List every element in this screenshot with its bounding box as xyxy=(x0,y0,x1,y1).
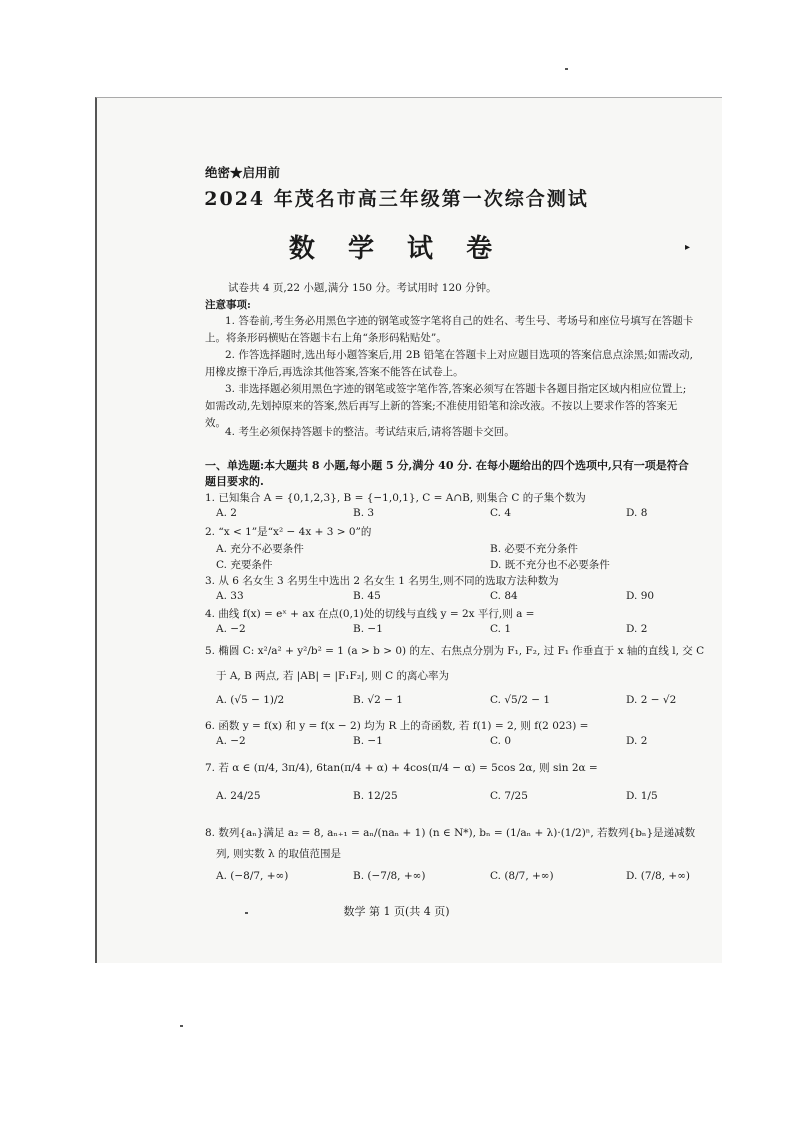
question-stem: 1. 已知集合 A = {0,1,2,3}, B = {−1,0,1}, C = A∩B, 则集合 C 的子集个数为 xyxy=(205,492,586,504)
option: D. 2 xyxy=(626,623,648,635)
option: B. 45 xyxy=(353,590,381,602)
option: D. (7/8, +∞) xyxy=(626,870,691,882)
note-item: 1. 答卷前,考生务必用黑色字迹的钢笔或签字笔将自己的姓名、考生号、考场号和座位号填写在答题卡上。将条形码横贴在答题卡右上角“条形码粘贴处”。 xyxy=(205,315,694,344)
option: B. (−7/8, +∞) xyxy=(353,870,426,882)
note-item: 2. 作答选择题时,选出每小题答案后,用 2B 铅笔在答题卡上对应题目选项的答案信息点涂黑;如需改动,用橡皮擦干净后,再选涂其他答案,答案不能答在试卷上。 xyxy=(205,349,693,378)
option: D. 2 − √2 xyxy=(626,694,677,706)
option: A. (√5 − 1)/2 xyxy=(216,694,285,706)
subject-title: 数 学 试 卷 xyxy=(288,234,505,264)
option: D. 既不充分也不必要条件 xyxy=(490,559,610,571)
option: C. √5/2 − 1 xyxy=(490,694,551,706)
scan-speck xyxy=(180,1025,183,1027)
question-stem: 6. 函数 y = f(x) 和 y = f(x − 2) 均为 R 上的奇函数, 若 f(1) = 2, 则 f(2 023) = xyxy=(205,720,589,732)
option: A. 充分不必要条件 xyxy=(216,543,304,555)
page-footer: 数学 第 1 页(共 4 页) xyxy=(343,905,450,918)
option: A. −2 xyxy=(216,735,246,747)
option: A. 33 xyxy=(216,590,244,602)
question-stem: 2. “x < 1”是“x² − 4x + 3 > 0”的 xyxy=(205,526,372,538)
option: D. 2 xyxy=(626,735,648,747)
note-item: 4. 考生必须保持答题卡的整洁。考试结束后,请将答题卡交回。 xyxy=(225,426,515,438)
scan-mark: ▸ xyxy=(685,242,691,253)
question-stem: 7. 若 α ∈ (π/4, 3π/4), 6tan(π/4 + α) + 4cos(π/4 − α) = 5cos 2α, 则 sin 2α = xyxy=(205,762,598,774)
section-title: 一、单选题:本大题共 8 小题,每小题 5 分,满分 40 分. 在每小题给出的四个选项中,只有一项是符合题目要求的. xyxy=(205,459,689,488)
option: C. 4 xyxy=(490,507,512,519)
question-stem-cont: 列, 则实数 λ 的取值范围是 xyxy=(216,848,342,860)
question-stem: 8. 数列{aₙ}满足 a₂ = 8, aₙ₊₁ = aₙ/(naₙ + 1) (n ∈ N*), bₙ = (1/aₙ + λ)·(1/2)ⁿ, 若数列{bₙ}是递减数 xyxy=(205,827,696,839)
option: A. −2 xyxy=(216,623,246,635)
option: C. (8/7, +∞) xyxy=(490,870,554,882)
secret-label: 绝密★启用前 xyxy=(205,165,281,180)
question-stem: 3. 从 6 名女生 3 名男生中选出 2 名女生 1 名男生,则不同的选取方法种数为 xyxy=(205,575,559,587)
scan-speck xyxy=(245,912,248,914)
option: C. 84 xyxy=(490,590,518,602)
option: B. 3 xyxy=(353,507,375,519)
option: B. 12/25 xyxy=(353,790,398,802)
option: C. 7/25 xyxy=(490,790,528,802)
option: B. √2 − 1 xyxy=(353,694,403,706)
option: B. 必要不充分条件 xyxy=(490,543,578,555)
question-stem-cont: 于 A, B 两点, 若 |AB| = |F₁F₂|, 则 C 的离心率为 xyxy=(216,670,449,682)
option: C. 充要条件 xyxy=(216,559,273,571)
option: C. 1 xyxy=(490,623,512,635)
option: D. 90 xyxy=(626,590,655,602)
option: B. −1 xyxy=(353,735,383,747)
option: A. 24/25 xyxy=(216,790,261,802)
option: A. (−8/7, +∞) xyxy=(216,870,289,882)
question-stem: 5. 椭圆 C: x²/a² + y²/b² = 1 (a > b > 0) 的左、右焦点分别为 F₁, F₂, 过 F₁ 作垂直于 x 轴的直线 l, 交 C xyxy=(205,645,705,657)
option: D. 1/5 xyxy=(626,790,658,802)
note-item: 3. 非选择题必须用黑色字迹的钢笔或签字笔作答,答案必须写在答题卡各题目指定区域内相应位置上;如需改动,先划掉原来的答案,然后再写上新的答案;不准使用铅笔和涂改液。不按以上要求作答的答案无效。 xyxy=(205,383,687,429)
exam-title: 2024 年茂名市高三年级第一次综合测试 xyxy=(204,188,589,210)
scan-speck xyxy=(565,68,568,70)
notes-heading: 注意事项: xyxy=(205,299,251,311)
exam-info: 试卷共 4 页,22 小题,满分 150 分。考试用时 120 分钟。 xyxy=(228,282,497,294)
option: B. −1 xyxy=(353,623,383,635)
option: A. 2 xyxy=(216,507,237,519)
question-stem: 4. 曲线 f(x) = eˣ + ax 在点(0,1)处的切线与直线 y = 2x 平行,则 a = xyxy=(205,608,535,620)
option: C. 0 xyxy=(490,735,512,747)
option: D. 8 xyxy=(626,507,648,519)
